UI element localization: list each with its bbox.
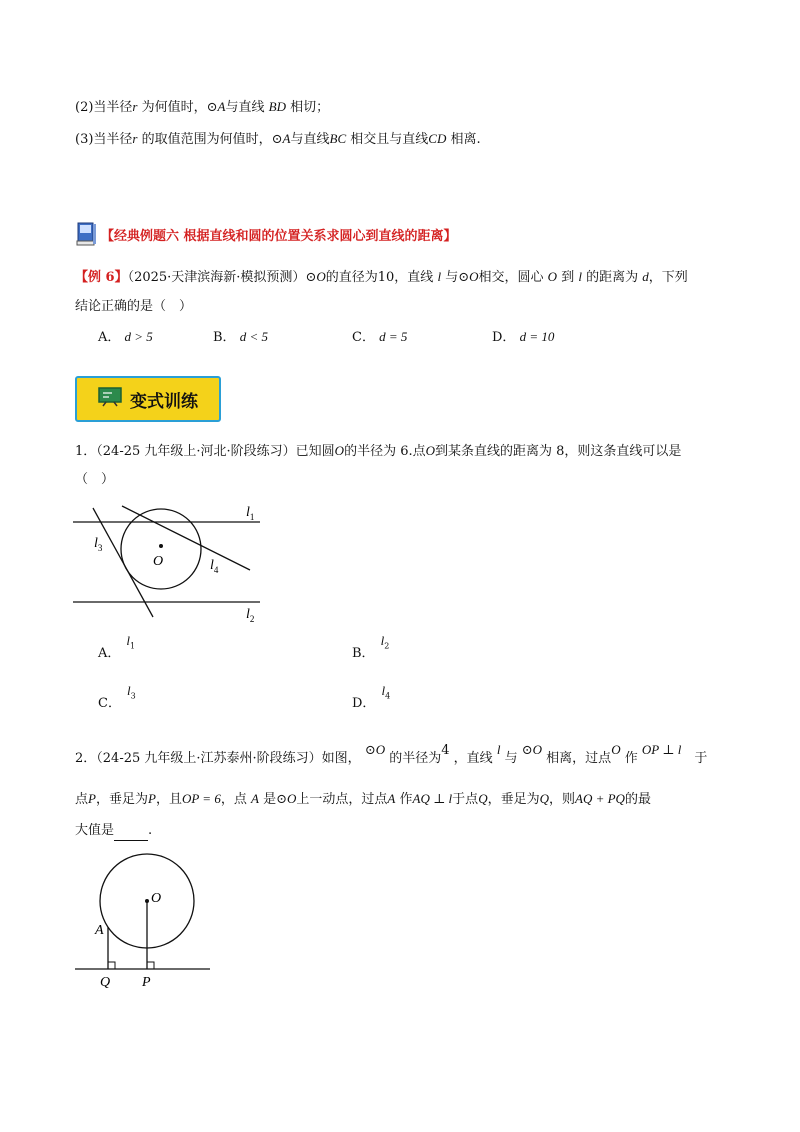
option-var: $l_1$	[126, 633, 136, 651]
var-q: Q	[478, 791, 488, 806]
text: .	[148, 823, 153, 838]
option-expr: d = 5	[379, 329, 408, 344]
op-eq: OP = 6	[181, 791, 221, 806]
option-label: C．	[352, 330, 375, 345]
var-a: A	[250, 791, 259, 806]
option-var: $l_3$	[126, 683, 136, 701]
var-a: A	[387, 791, 396, 806]
text: 已知圆	[295, 444, 335, 459]
book-icon	[75, 221, 97, 247]
example-tag: 【例 6】	[75, 270, 128, 285]
var-o: O	[547, 269, 558, 284]
text: 与直线	[225, 100, 265, 115]
text: 作	[624, 751, 638, 766]
q1-option-b[interactable]	[352, 633, 390, 663]
var-q: Q	[539, 791, 549, 806]
text: 的取值范围为何值时，	[141, 132, 272, 147]
var-o: O	[334, 443, 345, 458]
circle-o: ⊙O	[521, 742, 543, 757]
text: 的最	[624, 792, 651, 807]
text: 如图，	[321, 751, 361, 766]
label-l1: $l_1$	[246, 505, 255, 522]
right-angle-q	[108, 962, 115, 969]
line-l3	[93, 508, 153, 617]
circle-o: ⊙O	[305, 269, 326, 284]
line-bd: BD	[268, 99, 286, 114]
text: (2)当半径	[75, 100, 133, 115]
circle-o: ⊙O	[458, 269, 479, 284]
line-l4	[122, 506, 250, 570]
text: 为何值时，	[141, 100, 207, 115]
example6-line-1	[75, 267, 688, 288]
diameter-value: 10	[377, 270, 395, 285]
aq-perp: AQ ⊥ l	[412, 791, 453, 806]
q2-line-2	[75, 789, 651, 810]
q1-line-2: （ ）	[75, 472, 115, 487]
text: 上一动点，过点	[296, 792, 388, 807]
text: 相离.	[450, 132, 481, 147]
text: 于点	[452, 792, 479, 807]
text: 大值是	[75, 823, 115, 838]
source: （2025·天津滨海新·模拟预测）	[127, 270, 306, 285]
text: 作	[399, 792, 413, 807]
circle-a: ⊙A	[271, 131, 291, 146]
circle-o: ⊙O	[364, 742, 386, 757]
option-var: $l_4$	[381, 683, 391, 701]
text: 相交，圆心	[478, 270, 544, 285]
text: 相交且与直线	[350, 132, 429, 147]
var-r: r	[132, 131, 138, 146]
var-l: l	[437, 269, 442, 284]
var-p: P	[147, 791, 156, 806]
option-label: C．	[98, 696, 121, 711]
q2-line-3	[75, 821, 152, 841]
var-r: r	[132, 99, 138, 114]
option-label: B．	[352, 646, 375, 661]
right-angle-p	[147, 962, 154, 969]
training-banner	[75, 376, 221, 422]
q1-line-1	[75, 441, 681, 462]
text: 的半径为	[389, 751, 442, 766]
question-number: 2．	[75, 751, 97, 766]
text: 是	[263, 792, 277, 807]
q1-option-a[interactable]	[98, 633, 136, 663]
example6-option-d[interactable]	[492, 326, 554, 345]
example6-line-2: 结论正确的是（ ）	[75, 299, 193, 314]
example6-option-c[interactable]	[352, 326, 407, 345]
option-expr: d < 5	[239, 329, 268, 344]
text: ，直线	[453, 751, 493, 766]
source: （24-25 九年级上·江苏泰州·阶段练习）	[96, 751, 322, 766]
section-header	[75, 219, 457, 249]
line-cd: CD	[428, 131, 447, 146]
option-expr: d = 10	[519, 329, 555, 344]
training-label: 变式训练	[130, 391, 198, 412]
option-label: D．	[492, 330, 516, 345]
var-o: O	[425, 443, 435, 458]
text: ，垂足为	[487, 792, 540, 807]
label-q: Q	[100, 975, 111, 990]
var-l: l	[578, 269, 582, 284]
label-l2: $l_2$	[246, 607, 255, 624]
center-point	[159, 544, 163, 548]
label-o: O	[153, 554, 164, 569]
answer-blank[interactable]	[114, 826, 148, 841]
option-label: D．	[352, 696, 376, 711]
whiteboard-icon	[98, 387, 122, 412]
var-p: P	[88, 791, 96, 806]
text: 到	[561, 270, 575, 285]
text: 于	[694, 751, 708, 766]
text: 到某条直线的距离为 8，则这条直线可以是	[435, 444, 682, 459]
text: (3)当半径	[75, 132, 133, 147]
text: 与直线	[290, 132, 330, 147]
var-d: d	[642, 269, 649, 284]
q1-figure	[60, 495, 280, 635]
prev-question-line-3	[75, 129, 481, 150]
section-title: 【经典例题六 根据直线和圆的位置关系求圆心到直线的距离】	[101, 228, 457, 244]
sum-expr: AQ + PQ	[575, 791, 625, 806]
text: 与	[504, 751, 518, 766]
option-var: $l_2$	[380, 633, 390, 651]
text: ，下列	[648, 270, 688, 285]
example6-option-b[interactable]	[213, 326, 268, 345]
label-p: P	[142, 975, 151, 990]
question-number: 1．	[75, 444, 97, 459]
var-l: l	[496, 742, 501, 757]
perp-expr: OP ⊥ l	[641, 742, 682, 757]
label-o: O	[151, 891, 162, 906]
circle-o	[121, 509, 201, 589]
text: ，则	[548, 792, 575, 807]
option-label: A．	[98, 646, 121, 661]
text: ，垂足为	[95, 792, 148, 807]
q1-option-c[interactable]	[98, 683, 136, 713]
prev-question-line-2	[75, 97, 329, 118]
q2-figure	[70, 850, 230, 995]
circle-a: ⊙A	[206, 99, 226, 114]
text: 点	[75, 792, 89, 807]
option-label: B．	[213, 330, 236, 345]
text: 相切；	[290, 100, 330, 115]
text: ，直线	[394, 270, 434, 285]
text: ，点	[220, 792, 247, 807]
text: 的半径为 6.点	[344, 444, 426, 459]
label-l4: $l_4$	[210, 558, 219, 575]
option-label: A．	[98, 330, 121, 345]
text: 相离，过点	[546, 751, 612, 766]
q2-line-1	[75, 742, 708, 769]
circle-o: ⊙O	[276, 791, 297, 806]
option-expr: d > 5	[124, 329, 153, 344]
label-a: A	[95, 923, 104, 938]
radius-value: 4	[441, 743, 450, 758]
line-bc: BC	[329, 131, 347, 146]
var-o: O	[611, 742, 621, 757]
q1-option-d[interactable]	[352, 683, 391, 713]
text: 与	[445, 270, 459, 285]
label-l3: $l_3$	[94, 536, 103, 553]
source: （24-25 九年级上·河北·阶段练习）	[96, 444, 296, 459]
text: 的距离为	[586, 270, 639, 285]
example6-option-a[interactable]	[98, 326, 153, 345]
text: 的直径为	[325, 270, 378, 285]
text: ，且	[155, 792, 182, 807]
